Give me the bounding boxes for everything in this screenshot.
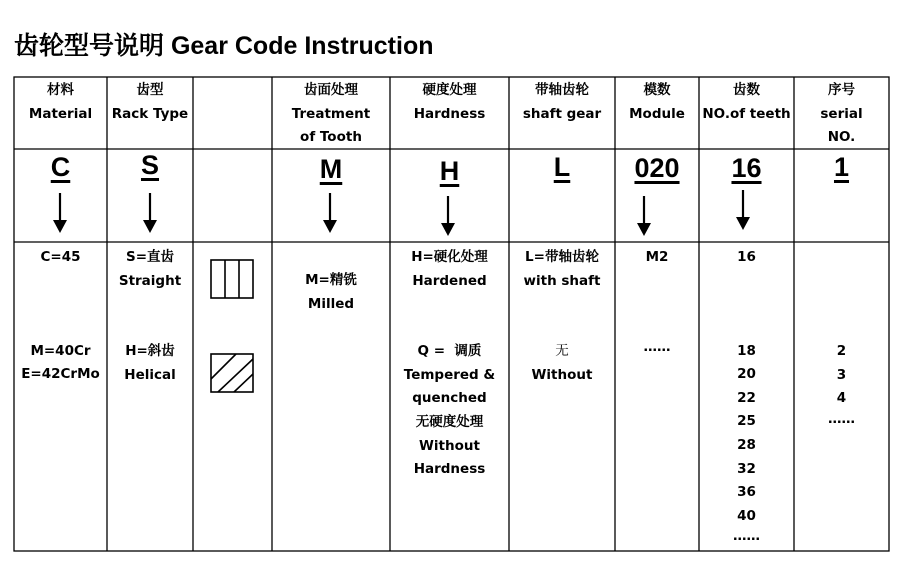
header-hardness xyxy=(390,79,509,126)
teeth-value: 25 xyxy=(737,413,756,430)
header-teeth xyxy=(699,79,794,126)
header-en: Material xyxy=(28,105,93,122)
serial-value: 3 xyxy=(836,366,847,383)
header-en: serial xyxy=(820,105,863,122)
module-more: …… xyxy=(643,338,671,355)
header-cn: 齿数 xyxy=(733,82,760,98)
code-module: 020 xyxy=(634,153,680,183)
serial-more: …… xyxy=(828,410,855,427)
header-en: Rack Type xyxy=(111,105,189,122)
teeth-value: 32 xyxy=(737,460,756,477)
teeth-more: …… xyxy=(733,528,760,545)
header-cn: 硬度处理 xyxy=(422,82,477,98)
arrow-down-icon xyxy=(53,193,67,233)
teeth-value: 40 xyxy=(737,507,756,524)
material-options xyxy=(14,246,107,387)
hardness-none-label: Without xyxy=(419,437,480,454)
header-shaft-gear xyxy=(509,79,615,126)
arrow-down-icon xyxy=(736,190,750,230)
header-module xyxy=(615,79,699,126)
rack-helical-code: H=斜齿 xyxy=(125,343,175,360)
hardness-options xyxy=(390,246,509,482)
header-cn: 带轴齿轮 xyxy=(535,82,589,98)
hardness-none-label-2: Hardness xyxy=(413,461,486,478)
code-rack-type: S xyxy=(140,150,159,180)
teeth-value: 18 xyxy=(737,342,756,359)
header-cn: 齿面处理 xyxy=(304,82,358,98)
rack-helical-label: Helical xyxy=(124,366,176,383)
hardness-hardened-code: H=硬化处理 xyxy=(411,249,488,265)
treatment-options xyxy=(272,269,390,316)
teeth-value: 20 xyxy=(737,366,756,383)
hardness-none-code: 无硬度处理 xyxy=(415,413,484,430)
header-en: shaft gear xyxy=(522,105,602,122)
arrow-down-icon xyxy=(143,193,157,233)
material-e42crmo: E=42CrMo xyxy=(21,366,100,383)
shaft-without-label: Without xyxy=(531,366,593,383)
straight-teeth-icon xyxy=(210,259,254,299)
treatment-milled-code: M=精铣 xyxy=(305,272,357,288)
arrow-down-icon xyxy=(637,196,651,236)
hardness-quenched-label: quenched xyxy=(412,390,487,407)
helical-teeth-icon xyxy=(210,353,254,393)
header-cn: 材料 xyxy=(47,82,74,98)
arrow-down-icon xyxy=(323,193,337,233)
teeth-options xyxy=(699,246,794,544)
header-en: Hardness xyxy=(413,105,486,122)
arrow-down-icon xyxy=(441,196,455,236)
serial-options xyxy=(794,340,889,427)
code-teeth: 16 xyxy=(731,153,762,183)
rack-type-options xyxy=(107,246,193,387)
shaft-with-code: L=带轴齿轮 xyxy=(525,249,599,265)
hardness-tempered-label: Tempered & xyxy=(403,366,496,383)
material-m40cr: M=40Cr xyxy=(30,342,91,359)
code-treatment: M xyxy=(319,154,343,184)
shaft-without-code: 无 xyxy=(555,343,569,360)
code-hardness: H xyxy=(439,156,460,186)
teeth-value: 16 xyxy=(737,249,756,265)
module-options xyxy=(615,246,699,354)
header-en2: of Tooth xyxy=(300,129,362,146)
page-title: 齿轮型号说明 Gear Code Instruction xyxy=(14,32,434,60)
teeth-value: 36 xyxy=(737,484,756,501)
hardness-tempered-code: Q = 调质 xyxy=(417,343,482,360)
treatment-milled-label: Milled xyxy=(307,295,355,312)
code-serial: 1 xyxy=(833,152,850,182)
header-rack-type xyxy=(107,79,193,126)
hardness-hardened-label: Hardened xyxy=(412,272,487,289)
material-c45: C=45 xyxy=(40,249,81,265)
header-en: Treatment xyxy=(291,105,371,122)
code-shaft-gear: L xyxy=(553,152,571,182)
serial-value: 2 xyxy=(836,343,847,359)
header-en: NO.of teeth xyxy=(702,105,791,122)
header-material xyxy=(14,79,107,126)
header-serial xyxy=(794,79,889,150)
teeth-value: 22 xyxy=(737,389,756,406)
header-cn: 齿型 xyxy=(136,82,164,98)
header-treatment xyxy=(272,79,390,150)
header-cn: 序号 xyxy=(828,82,855,98)
shaft-with-label: with shaft xyxy=(523,272,601,289)
teeth-value: 28 xyxy=(737,436,756,453)
shaft-gear-options xyxy=(509,246,615,387)
module-m2: M2 xyxy=(645,249,669,265)
header-en: Module xyxy=(629,105,685,122)
header-cn: 模数 xyxy=(643,82,671,98)
rack-straight-label: Straight xyxy=(118,272,182,289)
rack-straight-code: S=直齿 xyxy=(125,249,175,265)
code-material: C xyxy=(50,152,71,182)
header-en2: NO. xyxy=(827,129,856,146)
serial-value: 4 xyxy=(836,390,847,407)
